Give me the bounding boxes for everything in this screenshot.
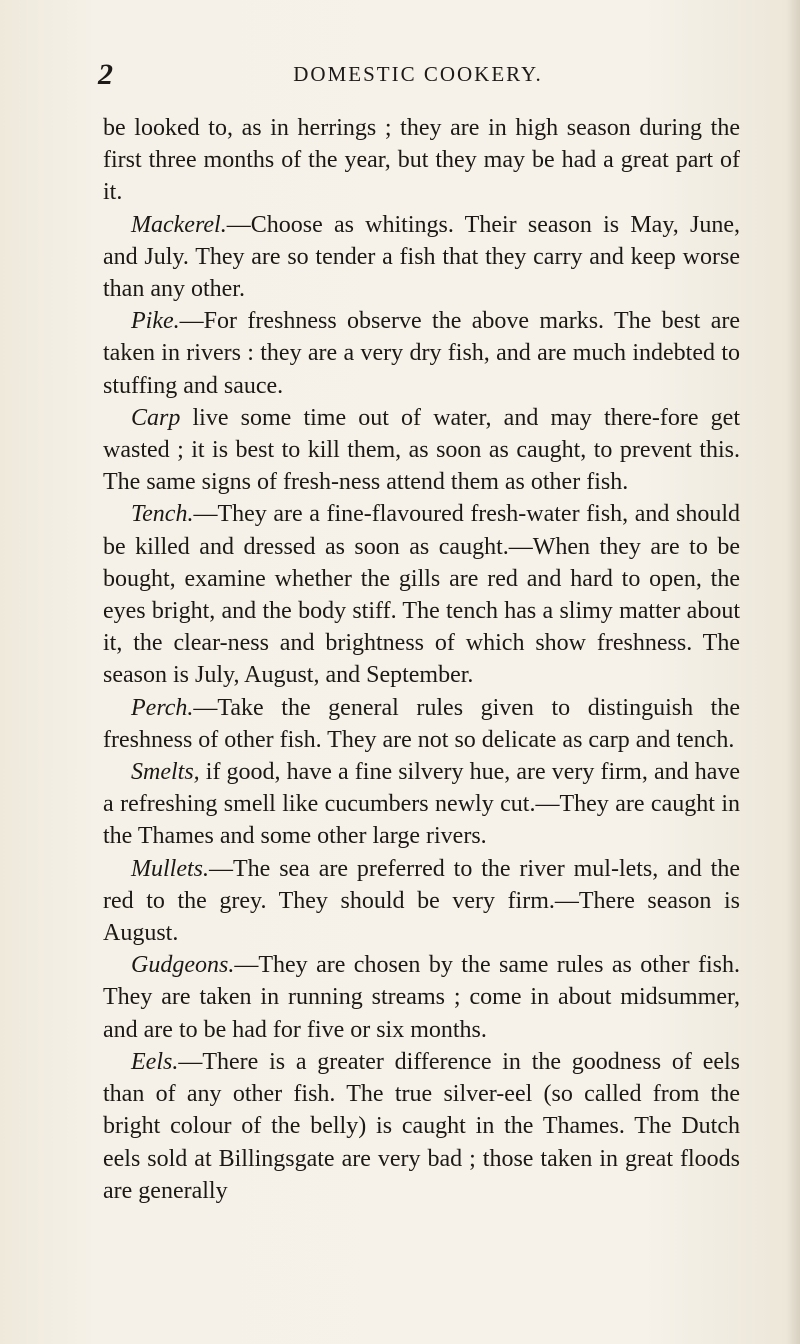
paragraph-lead: Carp	[131, 404, 181, 431]
paragraph-lead: Perch.	[131, 694, 194, 721]
paragraph-text: if good, have a fine silvery hue, are very firm, and have a refreshing smell like cucumbers newly cut.—They are caught in the Thames and some other large rivers.	[103, 759, 740, 850]
paragraph	[103, 209, 740, 306]
paragraph	[103, 756, 740, 853]
body-text	[103, 112, 740, 1207]
paragraph-text: —For freshness observe the above marks. The best are taken in rivers : they are a very dry fish, and are much indebted to stuffing and sauce.	[103, 308, 740, 399]
paragraph-text: —Take the general rules given to distinguish the freshness of other fish. They are not so delicate as carp and tench.	[103, 694, 740, 753]
page-header	[98, 58, 738, 94]
paragraph-text: —The sea are preferred to the river mul-lets, and the red to the grey. They should be very firm.—There season is August.	[103, 855, 740, 947]
page-edge-shadow	[786, 0, 800, 1344]
paragraph-text: —Choose as whitings. Their season is May, June, and July. They are so tender a fish that they carry and keep worse than any other.	[103, 211, 740, 303]
paragraph	[103, 402, 740, 499]
paragraph	[103, 853, 740, 950]
paragraph	[103, 1046, 740, 1207]
paragraph-lead: Smelts,	[131, 759, 200, 786]
paragraph-lead: Pike.	[131, 308, 180, 335]
paragraph	[103, 949, 740, 1046]
running-head: DOMESTIC COOKERY.	[293, 62, 543, 86]
paragraph-text: —They are a fine-flavoured fresh-water fish, and should be killed and dressed as soon as caught.—When they are to be bought, examine whether the gills are red and hard to open, the eyes bright, and the body stiff. The tench has a slimy matter about it, the clear-ness and brightness of which show freshness. The season is July, August, and September.	[103, 501, 740, 689]
paragraph-lead: Gudgeons.	[131, 952, 235, 979]
paragraph	[103, 305, 740, 402]
paragraph-lead: Eels.	[131, 1048, 179, 1075]
paragraph-text: live some time out of water, and may there-fore get wasted ; it is best to kill them, as soon as caught, to prevent this. The same signs of fresh-ness attend them as other fish.	[103, 404, 740, 496]
paragraph-text: —There is a greater difference in the goodness of eels than of any other fish. The true silver-eel (so called from the bright colour of the belly) is caught in the Thames. The Dutch eels sold at Billingsgate are very bad ; those taken in great floods are generally	[103, 1048, 740, 1204]
paragraph	[103, 112, 740, 209]
page-number: 2	[98, 58, 113, 91]
paragraph	[103, 498, 740, 691]
paragraph	[103, 692, 740, 756]
paragraph-lead: Mackerel.	[131, 211, 227, 238]
paragraph-text: be looked to, as in herrings ; they are in high season during the first three months of the year, but they may be had a great part of it.	[103, 115, 740, 206]
paragraph-lead: Tench.	[131, 501, 194, 528]
paragraph-text: —They are chosen by the same rules as other fish. They are taken in running streams ; come in about midsummer, and are to be had for five or six months.	[103, 952, 740, 1043]
paragraph-lead: Mullets.	[131, 855, 209, 882]
